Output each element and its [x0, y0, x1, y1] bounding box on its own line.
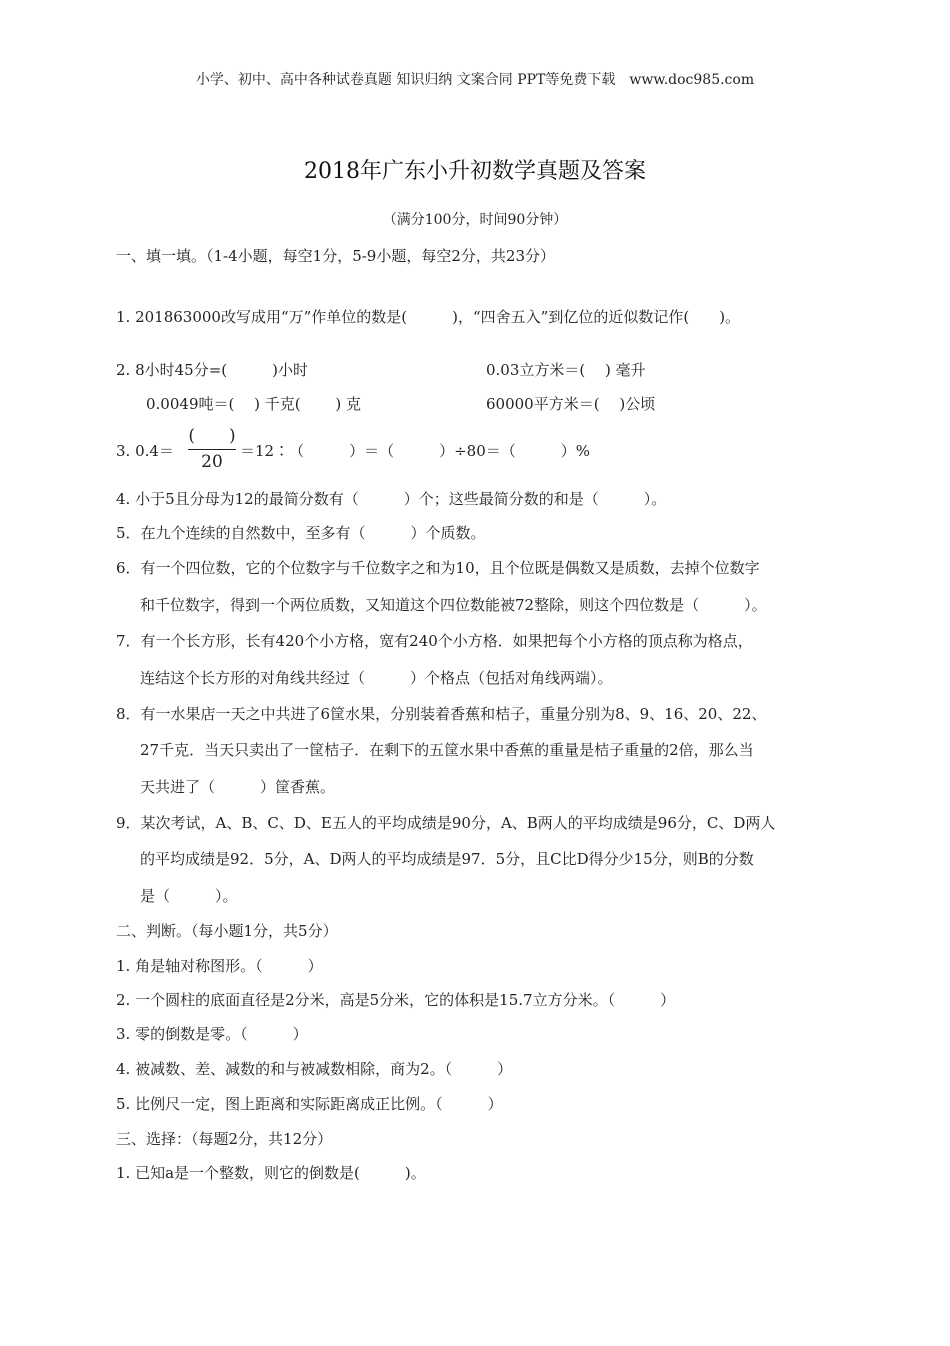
question-1-7-line1: 7．有一个长方形，长有420个小方格，宽有240个小方格．如果把每个小方格的顶点称为格点，	[116, 632, 753, 650]
question-1-2c: 0.0049吨＝( ) 千克( ) 克	[146, 395, 361, 413]
question-1-8-line2: 27千克．当天只卖出了一筐桔子．在剩下的五筐水果中香蕉的重量是桔子重量的2倍，那么当	[140, 741, 754, 759]
question-1-7-line2: 连结这个长方形的对角线共经过（ ）个格点（包括对角线两端）。	[140, 669, 613, 687]
section3-heading: 三、选择：（每题2分，共12分）	[116, 1130, 333, 1148]
question-1-4: 4. 小于5且分母为12的最简分数有（ ）个；这些最简分数的和是（ ）。	[116, 490, 667, 508]
question-1-5: 5．在九个连续的自然数中，至多有（ ）个质数。	[116, 524, 486, 542]
question-1-8-line1: 8．有一水果店一天之中共进了6筐水果，分别装着香蕉和桔子，重量分别为8、9、16、20、22、	[116, 705, 767, 723]
question-3-1: 1. 已知a是一个整数，则它的倒数是( )。	[116, 1164, 426, 1182]
question-1-9-line2: 的平均成绩是92．5分，A、D两人的平均成绩是97．5分，且C比D得分少15分，则B的分数	[140, 850, 754, 868]
question-2-3: 3. 零的倒数是零。（ ）	[116, 1025, 308, 1043]
question-2-5: 5. 比例尺一定，图上距离和实际距离成正比例。（ ）	[116, 1095, 503, 1113]
fraction-denominator: 20	[201, 452, 223, 472]
question-1-9-line3: 是（ ）。	[140, 887, 238, 905]
question-1-2b: 0.03立方米＝( ) 毫升	[486, 361, 646, 379]
question-1-3-suffix: ＝12∶（ ）＝（ ）÷80＝（ ）%	[240, 442, 590, 460]
exam-subtitle: （满分100分，时间90分钟）	[382, 212, 568, 228]
section2-heading: 二、判断。（每小题1分，共5分）	[116, 922, 338, 940]
question-1-2d: 60000平方米＝( )公顷	[486, 395, 656, 413]
question-1-9-line1: 9．某次考试，A、B、C、D、E五人的平均成绩是90分，A、B两人的平均成绩是96分，C、D两人	[116, 814, 776, 832]
question-1-1: 1. 201863000改写成用“万”作单位的数是( )，“四舍五入”到亿位的近似数记作( )。	[116, 308, 741, 326]
question-2-4: 4. 被减数、差、减数的和与被减数相除，商为2。（ ）	[116, 1060, 513, 1078]
fraction-numerator: ( )	[188, 426, 236, 446]
question-1-8-line3: 天共进了（ ）筐香蕉。	[140, 778, 336, 796]
exam-title: 2018年广东小升初数学真题及答案	[304, 159, 646, 184]
question-1-6-line2: 和千位数字，得到一个两位质数，又知道这个四位数能被72整除，则这个四位数是（ ）。	[140, 596, 767, 614]
question-1-2a: 2. 8小时45分=( )小时	[116, 361, 308, 379]
question-1-6-line1: 6．有一个四位数，它的个位数字与千位数字之和为10，且个位既是偶数又是质数，去掉个位数字	[116, 559, 760, 577]
page-header: 小学、初中、高中各种试卷真题 知识归纳 文案合同 PPT等免费下载 www.doc985.com	[195, 72, 755, 88]
question-2-2: 2. 一个圆柱的底面直径是2分米，高是5分米，它的体积是15.7立方分米。（ ）	[116, 991, 676, 1009]
fraction	[186, 426, 238, 474]
fraction-bar	[188, 449, 236, 450]
section1-heading: 一、填一填。（1-4小题，每空1分，5-9小题，每空2分，共23分）	[116, 247, 555, 265]
question-2-1: 1. 角是轴对称图形。（ ）	[116, 957, 323, 975]
question-1-3-prefix: 3. 0.4＝	[116, 442, 174, 460]
